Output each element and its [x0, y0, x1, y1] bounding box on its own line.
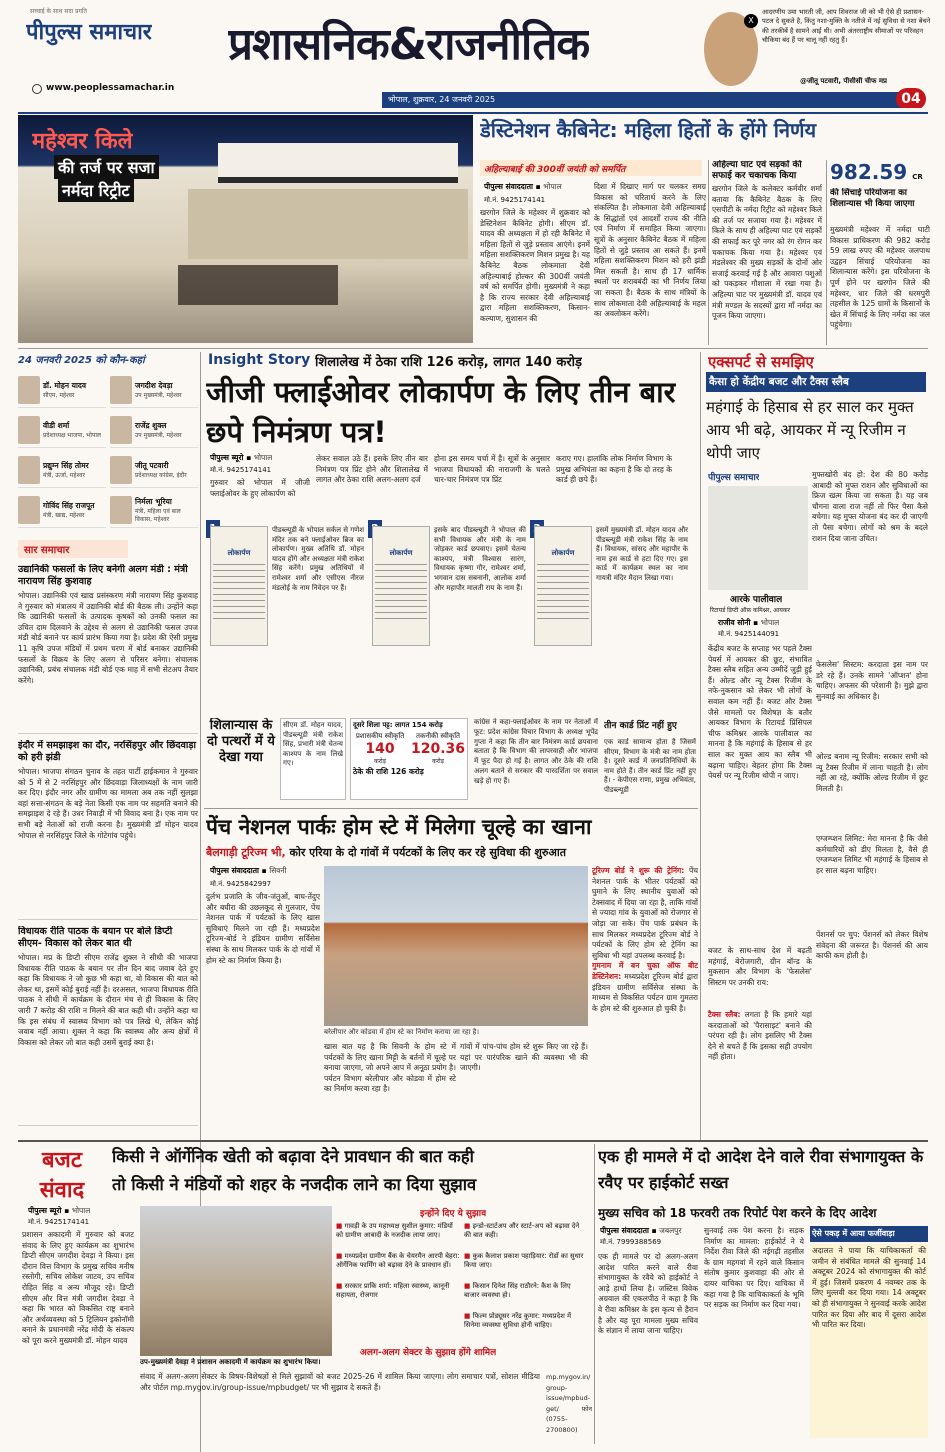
parks-side: टूरिज्म बोर्ड ने शुरू की ट्रेनिंग: पेंच नेशनल पार्क के भीतर पर्यटकों को घुमाने के लिए स्थानीय युवाओं को टेक्सवाद में दिया जा रहा है, ताकि गांवों से ज्यादा गांव के युवाओं को रोजगार से जोड़ा जा सके। पेंच पार्क प्रबंधन के साथ मिलकर मध्यप्रदेश टूरिज्म बोर्ड ने पर्यटकों के लिए होम स्टे ट्रेनिंग का सुविधा भी यहां उपलब्ध करवाई है। गुमनाम में बन चुका ऑफ बीट डेस्टिनेशन: मध्यप्रदेश टूरिज्म बोर्ड द्वारा इंडियन ग्रामीण सर्विसेज संस्था के माध्यम से विकसित पर्यटन ग्राम गुमतरा के होम स्टे की शुरुआत हो चुकी है। — [592, 866, 698, 1013]
saar-head: इंदौर में समझाइश का दौर, नरसिंहपुर और छिंदवाड़ा को हरी झंडी — [18, 740, 196, 763]
cabinet-amount-head: की सिंचाई परियोजना का शिलान्यास भी किया जाएगा — [830, 188, 915, 209]
person-name: राजेंद्र शुक्ल — [135, 420, 167, 430]
person-avatar — [110, 496, 132, 524]
today-person — [18, 452, 106, 488]
card-text: पीडब्ल्यूडी के भोपाल सर्कल से गणेश मंदिर तक बने फ्लाईओवर ब्रिज का लोकार्पण। मुख्य अतिथि डॉ. मोहन यादव होंगे और अध्यक्षता मंत्री राकेश सिंह करेंगे। प्रमुख अतिथियों में रामेश्वर शर्मा और एसीएस नीरज मंडलोई के नाम निवेदन पर हैं। — [272, 526, 364, 592]
photo-title-2: की तर्ज पर सजा — [54, 155, 159, 179]
photo-title-3: नर्मदा रिट्रीट — [58, 178, 134, 202]
fort-photo — [18, 115, 473, 343]
today-person — [110, 412, 198, 448]
congress-text: कांग्रेस ने कहा-फ्लाईओवर के नाम पर नेताओं में फूट: प्रदेश कांग्रेस विचार विभाग के अध्यक्ष भूपेंद्र गुप्ता ने कहा कि तीन बार निमंत्रण कार्ड छपवाना बताता है कि विभाग की लापरवाही और भाजपा में फूट पैदा हो गई है। लागत और ठेके की राशि अलग बताने से सरकार की पारदर्शिता पर सवाल खड़े हो गए हैं। — [474, 718, 598, 785]
budget-web[interactable]: mp.mygov.in/ group-issue/mpbud-get/ फ़ोन (0755-2700800) — [546, 1373, 592, 1434]
budget-bottom-head: अलग-अलग सेक्टर के सुझाव होंगे शामिल — [360, 1348, 497, 1358]
card-image — [210, 526, 268, 646]
homestay-photo — [324, 866, 588, 1026]
expert-exempt: एग्जम्प्शन लिमिट: मेरा मानना है कि जैसे कर्मचारियों को डीए मिलता है, वैसे ही एग्जम्प्शन लिमिट भी महंगाई के हिसाब से हर साल बढ़ना चाहिए। — [816, 834, 928, 875]
insight-mobile: मो.नं. 9425174141 — [210, 466, 272, 474]
today-person — [18, 372, 106, 408]
saar-head: उद्यानिकी फसलों के लिए बनेगी अलग मंडी : मंत्री नारायण सिंह कुशवाह — [18, 564, 188, 587]
masthead — [0, 0, 945, 108]
insight-col-2: लेकर सवाल उठे हैं। इसके लिए तीन बार निमंत्रण पत्र प्रिंट होने और शिलालेख में लागत और ठेका राशि अलग-अलग दर्ज — [316, 454, 428, 485]
insight-col-1: गुरुवार को भोपाल में जीजी फ्लाईओवर के हुए लोकार्पण को — [210, 478, 310, 498]
building-roof — [218, 143, 458, 183]
rewa-mobile: मो.नं. 7999388569 — [600, 1238, 662, 1246]
person-name: वीडी शर्मा — [43, 420, 70, 430]
cabinet-amount: 982.59 CR — [830, 160, 923, 184]
saar-text: भोपाल। मप्र के डिप्टी सीएम राजेंद्र शुक्ल ने सीधी की भाजपा विधायक रीति पाठक के बयान पर तीन दिन बाद जवाब देते हुए कहा कि विधायक ने जो कुछ भी कहा था, वो विकास की बात को लेकर था, इसमें कोई बुराई नहीं है। दरअसल, भाजपा विधायक रीति पाठक ने सीधी में कार्यक्रम के दौरान मंच से ही विकास के लिए जारी 7 करोड़ की राशि न मिलने की बात कही थी। उन्होंने कहा था कि इस संबंध में स्वास्थ्य विभाग को पत्र लिखे थे, लेकिन कोई जवाब नहीं आया। शुक्ल ने कहा कि स्वास्थ्य और अन्य क्षेत्रों में विकास को लेकर जो बात कही उसमें बुराई क्या है। — [18, 953, 198, 1047]
suggestion-item: ■ फिल्म प्रोड्यूसर नरेंद्र कुमार: मध्यप्रदेश में सिनेमा व्यवस्था सुविधा होनी चाहिए। — [464, 1312, 572, 1329]
expert-mobile: मो.नं. 9425144091 — [718, 630, 780, 638]
expert-right-text: मुफ्तखोरी बंद हो: देश की 80 करोड़ आबादी को मुफ्त राशन और सुविधाओं का फ्रिज खत्म किया जा सकता है। यह जब चौगना वाला राज नहीं तो फिर पैसा कैसे बचेगा। यह मुफ्त योजना बंद कर दी जाएगी तो पैसा बचेगा। लोगों को श्रम के बदले राशन दिया जाना उचित। — [812, 470, 928, 543]
saar-item — [18, 564, 198, 734]
person-avatar — [110, 376, 132, 404]
shila-title-box: शिलान्यास के दो पत्थरों में ये देखा गया — [207, 718, 275, 765]
suggestion-item: ■ किसान दिनेश सिंह राठौरने: कैश के लिए बाजार व्यवस्था हो। — [464, 1282, 571, 1299]
masthead-tagline: सच्चाई के साथ सदा प्रगति — [30, 8, 87, 15]
photo-title-1: महेश्वर किले — [32, 129, 133, 154]
expert-name: आरके पालीवाल — [730, 595, 783, 605]
person-name: डॉ. मोहन यादव — [43, 380, 87, 390]
tweet-text: आदरणीय उमा भारती जी, आप शिवराज जी को भी ऐसे ही प्रशासन-पटल दे सुकते है, किंतु नशा-मुक्ति के नतीजे में नई सुविधा से नशा बेचने की तरकीबें है सामने आईं थी। अभी अंतरराष्ट्रीय सीमाओं पर परिवहन चौकिया बंद हैं पर चालू नहीं रहतु हैं। — [762, 8, 931, 45]
person-name: निर्मला भूरिया — [135, 496, 172, 506]
invitation-card — [206, 520, 366, 714]
today-person — [110, 492, 198, 528]
shila-2: दूसरे शिला पट्ट: लागत 154 करोड़ प्रशासकीय स्वीकृति 140 करोड़ तकनीकी स्वीकृति 120.36 करोड़ ठेके की राशि 126 करोड़ — [350, 718, 468, 800]
expert-question: कैसा हो केंद्रीय बजट और टैक्स स्लैब — [706, 372, 926, 392]
parks-col1: दुर्लभ प्रजाति के जीव-जंतुओं, बाघ-तेंदुए और बघीरा की उछलकूद से गुलजार, पेंच नेशनल पार्क में पर्यटकों के लिए खास सुविधाएं मिलने जा रही हैं। मध्यप्रदेश टूरिज्म-बोर्ड ने इंडियन ग्रामीण सर्विसेस संस्था के साथ मिलकर पार्क के दो गांवों में होम स्टे का निर्माण किया है। — [206, 892, 320, 965]
saar-item — [18, 926, 198, 1126]
budget-bottom-text: संवाद में अलग-अलग सेक्टर के विषय-विशेषज्ञों से मिले सुझावों को बजट 2025-26 में शामिल किया जाएगा। लोग समाचार पत्रों, सोशल मीडिया और पोर्टल mp.mygov.in/group-issue/mpbudget/ पर भी सुझाव दे सकते हैं। — [140, 1372, 540, 1392]
cabinet-amount-text: मुख्यमंत्री महेश्वर में नर्मदा घाटी विकास प्राधिकरण की 982 करोड़ 59 लाख रुपए की महेश्वर जलपाथ उद्वहन सिंचाई परियोजना का शिलान्यास करेंगे। इस परियोजना के पूर्ण होने पर खरगोन जिले की महेश्वर, धार जिले की धरमपुरी तहसील के 125 ग्रामों के किसानों के खेत में सिंचाई के लिए नर्मदा का जल पहुंचेगा। — [830, 225, 930, 330]
card-image — [372, 526, 430, 646]
insight-col-3: होना इस समय चर्चा में है। सूत्रों के अनुसार भाजपा विधायकों की नाराजगी के चलते चार-चार निमंत्रण पत्र प्रिंट — [434, 454, 550, 485]
budget-mobile: मो.नं. 9425174141 — [28, 1218, 90, 1226]
suggestion-item: ■ सरकार प्राकि शर्मा: महिला स्वास्थ्य, कानूनी सहायता, रोजगार — [336, 1282, 450, 1299]
suggestion-text: मध्यप्रदेश ग्रामीण बैंक के चेयरमैन आरपी बेहरा: ऑर्गेनिक फार्मिंग को बढ़ावा देने के प्रावधान हों। — [336, 1252, 460, 1269]
rewa-col1: एक ही मामले पर दो अलग-अलग आदेश पारित करने वाले रीवा संभागायुक्त के रवैये को हाईकोर्ट ने आड़े हाथों लिया है। जस्टिस विवेक अग्रवाल की एकलपीठ ने कहा है कि वे रीवा कमिश्नर के इस कृत्य से हैरान है और यह पूरा मामला मुख्य सचिव के संज्ञान में लाया जाना चाहिए। — [598, 1252, 698, 1336]
page-number: 04 — [896, 88, 926, 108]
today-title: 24 जनवरी 2025 को कौन-कहां — [18, 355, 145, 366]
person-place: सीएम, महेश्वर — [43, 391, 75, 399]
expert-brand: पीपुल्स समाचार — [708, 473, 760, 483]
parks-mobile: मो.नं. 9425842997 — [210, 880, 272, 888]
today-box — [18, 352, 198, 532]
person-place: उप मुख्यमंत्री, महेश्वर — [135, 431, 182, 439]
dateline: भोपाल, शुक्रवार, 24 जनवरी 2025 — [388, 95, 496, 104]
suggestion-text: सरकार प्राकि शर्मा: महिला स्वास्थ्य, कानूनी सहायता, रोजगार — [336, 1282, 450, 1299]
card-title: लोकार्पण — [389, 549, 413, 557]
rewa-side-head: ऐसे पकड़ में आया फर्जीवाड़ा — [810, 1226, 928, 1242]
cabinet-side-head: अहिल्या घाट एवं सड़कों की सफाई कर चकाचक किया — [712, 160, 802, 181]
person-avatar — [110, 456, 132, 484]
suggestion-text: गावड़ी के उप महाध्यक्ष सुशील कुमार: मंडियों को ग्रामीण आबादी के नजदीक लाया जाए। — [336, 1222, 453, 1239]
expert-deck: महंगाई के हिसाब से हर साल कर मुक्त आय भी बढ़े, आयकर में न्यू रिजीम न थोपी जाए — [706, 398, 914, 462]
budget-byline: पीपुल्स ब्यूरो ▪ भोपाल — [28, 1206, 91, 1215]
building-wall — [188, 189, 468, 259]
today-person — [18, 412, 106, 448]
parks-kicker: बैलगाड़ी टूरिज्म भी, कोर एरिया के दो गांवों में पर्यटकों के लिए कर रहे सुविधा की शुरुआत — [206, 846, 566, 859]
insight-kicker: शिलालेख में ठेका राशि 126 करोड़, लागत 140 करोड़ — [315, 355, 582, 370]
rewa-byline: पीपुल्स संवाददाता ▪ जबलपुर — [600, 1226, 682, 1235]
person-avatar — [18, 416, 40, 444]
suggestion-item: ■ मध्यप्रदेश ग्रामीण बैंक के चेयरमैन आरपी बेहरा: ऑर्गेनिक फार्मिंग को बढ़ावा देने के प्रावधान हों। — [336, 1252, 460, 1269]
saar-title: सार समाचार — [18, 540, 128, 558]
person-avatar — [18, 376, 40, 404]
card-title: लोकार्पण — [551, 549, 575, 557]
three-cards-text: एक कार्ड सामान्य होता है जिसमें सीएम, विभाग के मंत्री का नाम होता है। दूसरे कार्ड में जनप्रतिनिधियों के नाम होते हैं। तीन कार्ड प्रिंट नहीं हुए हैं। - केपीएस राणा, प्रमुख अभियंता, पीडब्ल्यूडी — [604, 738, 696, 794]
card-text: इसके बाद पीडब्ल्यूडी ने भोपाल की सभी विधायक और मंत्री के नाम जोड़कर कार्ड छपवाए। इसमें चेतन्य काश्यप, मंत्री विश्वास सारंग, विधायक कृष्णा गौर, रामेश्वर शर्मा, भगवान दास सबनानी, आलोक शर्मा और महापौर मालती राय के नाम हैं। — [434, 526, 526, 592]
brand-logo: पीपुल्स समाचार — [26, 20, 152, 45]
today-grid — [18, 372, 198, 528]
person-avatar — [18, 456, 40, 484]
parks-col3: गांवों में पांच-पांच होम स्टे शुरू किए जा रहे हैं। यहां पर पारंपरिक खाने की व्यवस्था भी की जाएगी। — [460, 1042, 588, 1073]
globe-icon — [32, 84, 42, 94]
person-name: जीतू पटवारी — [135, 460, 169, 470]
insight-byline: पीपुल्स ब्यूरो ▪ भोपाल — [210, 453, 273, 462]
parks-headline: पेंच नेशनल पार्कः होम स्टे में मिलेगा चूल्हे का खाना — [206, 815, 592, 839]
today-person — [110, 372, 198, 408]
insight-label: Insight Story — [208, 352, 311, 368]
photo-people — [178, 265, 338, 305]
person-avatar — [110, 416, 132, 444]
suggestion-item: ■ कुक कैलाश प्रकाश पहाड़ियार: रोडों का सुधार किया जाए। — [464, 1252, 584, 1269]
rewa-col2: सुनवाई तक पेश करना है। सड़क निर्माण का मामला: हाईकोर्ट ने ये निर्देश रीवा जिले की नईगढ़ी तहसील के ग्राम महगवां में रहने वाले किसान संतोष कुमार कुशवाहा की ओर से दायर याचिका पर दिए। याचिका में कहा गया है कि याचिकाकर्ता के भूमि पर सड़क का निर्माण कर दिया गया। — [704, 1226, 804, 1310]
x-icon: X — [744, 14, 758, 28]
suggestion-text: कुक कैलाश प्रकाश पहाड़ियार: रोडों का सुधार किया जाए। — [464, 1252, 584, 1269]
three-cards-head: तीन कार्ड प्रिंट नहीं हुए — [604, 721, 677, 731]
rewa-deck: मुख्य सचिव को 18 फरवरी तक रिपोर्ट पेश करने के दिए आदेश — [598, 1206, 877, 1220]
suggestion-item: ■ इन्डो-स्टार्टअप और स्टार्ट-अप को बढ़ावा देने की बात कही। — [464, 1222, 580, 1239]
saar-box — [18, 540, 198, 1130]
dateline-bar — [382, 92, 904, 108]
suggestion-text: इन्डो-स्टार्टअप और स्टार्ट-अप को बढ़ावा देने की बात कही। — [464, 1222, 580, 1239]
shila-1: सीएम डॉ. मोहन यादव, पीडब्ल्यूडी मंत्री राकेश सिंह, प्रभारी मंत्री चेतन्य काश्यप के नाम लिखे गए। — [280, 718, 346, 800]
expert-tax: टैक्स स्लैब: लगता है कि हमारे यहां करदाताओं को 'पैरासाइट' बनाने की परंपरा रही है। लोग इसलिए भी टैक्स देने से बचते हैं कि इसका सही उपयोग नहीं होता। — [708, 1010, 812, 1062]
insight-headline: जीजी फ्लाईओवर लोकार्पण के लिए तीन बार छपे निमंत्रण पत्र! — [206, 375, 676, 449]
suggestion-item: ■ गावड़ी के उप महाध्यक्ष सुशील कुमार: मंडियों को ग्रामीण आबादी के नजदीक लाया जाए। — [336, 1222, 453, 1239]
tweet-author: @जीतू पटवारी, पीसीसी चीफ मप्र — [800, 77, 887, 85]
budget-photo-caption: उप-मुख्यमंत्री देवड़ा ने प्रशासन अकादमी में कार्यक्रम का शुभारंभ किया। — [140, 1358, 321, 1366]
sugg-title: इन्होंने दिए ये सुझाव — [420, 1209, 487, 1219]
budget-photo — [140, 1206, 332, 1356]
saar-item — [18, 740, 198, 920]
card-image — [534, 526, 592, 646]
person-avatar — [18, 496, 40, 524]
card-lines — [537, 564, 589, 624]
card-lines — [375, 564, 427, 624]
card-lines — [213, 564, 265, 624]
suggestion-text: फिल्म प्रोड्यूसर नरेंद्र कुमार: मध्यप्रदेश में सिनेमा व्यवस्था सुविधा होनी चाहिए। — [464, 1312, 572, 1329]
expert-photo — [708, 486, 808, 590]
expert-role: रिटायर्ड डिप्टी ऑफ़ कमिश्नर, आयकर — [710, 607, 790, 614]
parks-col2: खास बात यह है कि सिवनी के होम स्टे में पर्यटकों के लिए खाना मिट्टी के बर्तनों में चूल्हे पर बनाया जाएगा, जो अपने आप में अनूठा प्रयोग है। पर्यटन विभाग बरेलीपार और कोडवा में होम स्टे का निर्माण करवा रहा है। — [324, 1042, 456, 1094]
rewa-headline: एक ही मामले में दो आदेश देने वाले रीवा संभागायुक्त के रवैए पर हाईकोर्ट सख्त — [598, 1147, 924, 1192]
cabinet-col1: खरगोन जिले के महेश्वर में शुक्रवार को डेस्टिनेशन कैबिनेट होगी। सीएम डॉ. यादव की अध्यक्षता में हो रही कैबिनेट में महिला हितों से जुड़े प्रस्ताव आएंगे। इनमें महिला सशक्तिकरण मिशन प्रमुख है। यह कैबिनेट बैठक लोकमाता देवी अहिल्याबाई होल्कर की 300वीं जयंती वर्ष को समर्पित होगी। मुख्यमंत्री ने कहा है कि राज्य सरकार देवी अहिल्याबाई द्वारा महिला सशक्तिकरण, किसान-कल्याण, सुशासन की — [480, 208, 590, 323]
saar-items — [18, 564, 198, 1126]
expert-main-text-2: बजट के साथ-साथ देश में बढ़ती महंगाई, बेरोजगारी, ग्रीन बॉन्ड के मुकसान और विभाग के 'फेसलेस' सिस्टम पर उनकी राय: — [708, 946, 812, 987]
expert-byline: राजीव सोनी ▪ भोपाल — [718, 618, 780, 627]
expert-faceless: फेसलेस' सिस्टम: करदाता इस नाम पर डरे रहे हैं। उनके सामने 'ऑप्शन' होना चाहिए। अफसर की परेशानी है। मुझे द्वारा सुनवाई का अधिकार है। — [816, 660, 928, 701]
person-place: मंत्री, ऊर्जा, महेश्वर — [43, 471, 85, 479]
saar-text: भोपाल। उद्यानिकी एवं खाद्य प्रसंस्करण मंत्री नारायण सिंह कुशवाह ने गुरुवार को मंत्रालय में उद्यानिकी बोर्ड की बैठक ली। उन्होंने कहा कि उद्यानिकी फसलों के उत्पादक कृषकों को उनकी फसल का उचित दाम दिलवाने के उद्देश्य से अलग से उद्यानिकी फसल उपज मंडी बोर्ड बनाने पर कार्य प्रारंभ किया गया है। प्रदेश की ऐसी प्रमुख 11 कृषि उपज मंडियों में प्रथम चरण में बोर्ड बनाकर उद्यानिकी फसलों के विक्रय के लिए अलग से परिसर बनेगा। संचालक उद्यानिकी, प्रबंध संचालक मंडी बोर्ड एक माह में सभी सेटअप तैयार करेंगे। — [18, 591, 198, 685]
cabinet-col2: दिशा में दिखाए मार्ग पर चलकर समग्र विकास को चरितार्थ करने के लिए संकल्पित है। लोकमाता देवी अहिल्याबाई के सिद्धांतों एवं आदर्शों राज्य की नीति एवं निर्माण में समाहित किया जाएगा। सूत्रों के अनुसार कैबिनेट बैठक में महिला हितों से जुड़े प्रस्ताव आ सकते हैं। इनमें महिला सशक्तिकरण मिशन को हरी झंडी मिल सकती है। साथ ही 17 धार्मिक स्थलों पर शराबबंदी का भी निर्णय लिया जा सकता है। बैठक के साथ मंत्रियों के साथ लोकमाता देवी अहिल्याबाई के महल का अवलोकन करेंगे। — [594, 182, 706, 319]
person-name: जगदीश देवड़ा — [135, 380, 173, 390]
budget-headline-2: तो किसी ने मंडियों को शहर के नजदीक लाने का दिया सुझाव — [112, 1175, 477, 1194]
parks-byline: पीपुल्स संवाददाता ▪ सिवनी — [210, 866, 287, 875]
rewa-side-text: अदालत ने पाया कि याचिकाकर्ता की जमीन से संबंधित मामले की सुनवाई 14 अक्टूबर 2024 को संभागायुक्त की कोर्ट में हुई। जिसमें प्रकरण 4 नवम्बर तक के लिए मुल्तवी कर दिया गया। 14 अक्टूबर को ही संभागायुक्त ने सुनवाई करके आदेश पारित कर दिया और बाद में दूसरा आदेश भी पारित कर दिया। — [810, 1244, 928, 1438]
cabinet-side-text: खरगोन जिले के कलेक्टर कर्मवीर शर्मा बताया कि कैबिनेट बैठक के लिए एसपीटी के नर्मदा रिट्रीट को महेश्वर किले की तर्ज पर सजाया गया है। महेश्वर में किले के साथ ही अहिल्या घाट एवं सड़कों की सफाई कर पूरे नगर को रंग रोगन कर चकाचक किया गया है। महेश्वर एवं मंडलेश्वर की मुख्य सड़कों के दोनों ओर सजाई करवाई गई है और आवारा पशुओं को पकड़कर गौशाला में रखा गया है। अहिल्या घाट पर मुख्यमंत्री डॉ. यादव एवं मंत्री मण्डल के सदस्यों द्वारा माँ नर्मदा का पूजन किया जाएगा। — [712, 184, 822, 321]
today-person — [18, 492, 106, 528]
expert-banner: एक्सपर्ट से समझिए — [708, 353, 814, 371]
saar-text: भोपाल। भाजपा संगठन चुनाव के तहत पार्टी हाईकमान ने गुरुवार को 5 में से 2 नरसिंहपुर और छिंदवाड़ा जिलाध्यक्षों के नाम जारी कर दिए। इंदौर नगर और ग्रामीण का मामला अब तक नहीं सुलझा वहां सत्ता-संगठन के बड़े नेता किसी एक नाम पर सहमति बनाने की समझाइश दे रहे हैं। उधर निवाड़ी में भी विवाद बना है। एक नाम पर सभी बड़े नेताओं को राजी करना है। मुख्यमंत्री डॉ मोहन यादव भोपाल से नरसिंहपुर जिले के गोटेगांव पहुंचे। — [18, 767, 198, 840]
expert-main-text: केंद्रीय बजट के सप्ताह भर पहले टैक्स पेयर्स में आयकर की छूट, संभावित टैक्स स्लैब सहित अन्य उम्मीदें जुड़ी हुई हैं। ओल्ड और न्यू टैक्स रिजीम के नफे-नुकसान को लेकर भी लोगों के सवाल कम नहीं हैं। बजट और टैक्स जैसे मामलों पर विशेषज्ञ के बतौर आयकर विभाग के रिटायर्ड प्रिंसिपल चीफ कमिश्नर आरके पालीवाल का मानना है कि महंगाई के हिसाब से हर साल कर मुक्त आय का स्लैब भी बढ़ाना चाहिए। बेहतर होगा कि टैक्स पेयर्स पर न्यू रिजीम थोपी न जाए। — [708, 644, 812, 781]
cabinet-byline: पीपुल्स संवाददाता ▪ भोपाल — [484, 182, 562, 191]
budget-intro: प्रशासन अकादमी में गुरुवार को बजट संवाद के लिए हुए कार्यक्रम का शुभारंभ डिप्टी सीएम जगदीश देवड़ा ने किया। इस दौरान वित्त विभाग के प्रमुख सचिव मनीष रस्तोगी, सचिव लोकेश जाटव, उप सचिव रोहित सिंह व अन्य मौजूद रहे। डिप्टी सीएम और वित्त मंत्री जगदीश देवड़ा ने कहा कि भारत को विकसित राष्ट्र बनाने और अर्थव्यवस्था को 5 ट्रिलियन इकोनॉमी बनाने के प्रधानमंत्री नरेंद्र मोदी के संकल्प को पूरा करने मुख्यमंत्री डॉ. मोहन यादव — [22, 1230, 134, 1345]
today-person — [110, 452, 198, 488]
person-place: उप मुख्यमंत्री, महेश्वर — [135, 391, 182, 399]
website[interactable]: www.peoplessamachar.in — [46, 83, 175, 93]
expert-oldnew: ओल्ड बनाम न्यू रिजीम: सरकार सभी को न्यू टैक्स रिजीम में लाना चाहती है। लोग नहीं आ रहे, क्योंकि ओल्ड रिजीम में छूट मिलती है। — [816, 752, 928, 793]
insight-col-4: कराए गए। हालांकि लोक निर्माण विभाग के प्रमुख अभियंता का कहना है कि दो तरह के कार्ड ही छपे हैं। — [556, 454, 672, 485]
invitation-card — [530, 520, 690, 714]
person-place: मंत्री, खाद्य, महेश्वर — [43, 511, 85, 519]
expert-pension: पेंशनर्स पर चुप: पेंशनर्स को लेकर विशेष संवेदना की जरूरत है। पेंशनर्स की आय काफी कम होती है। — [816, 930, 928, 961]
person-name: गोविंद सिंह राजपूत — [43, 500, 95, 510]
person-place: प्रदेशाध्यक्ष कांग्रेस, इंदौर — [135, 471, 187, 479]
sugg-list — [336, 1222, 590, 1340]
cabinet-kicker: अहिल्याबाई की 300वीं जयंती को समर्पित — [480, 160, 702, 176]
saar-head: विधायक रीति पाठक के बयान पर बोले डिप्टी सीएम- विकास को लेकर बात थी — [18, 926, 173, 949]
cabinet-headline: डेस्टिनेशन कैबिनेट: महिला हितों के होंगे निर्णय — [480, 118, 817, 142]
person-name: प्रद्युम्न सिंह तोमर — [43, 460, 89, 470]
budget-label: बजट संवाद — [39, 1148, 85, 1203]
person-place: प्रदेशाध्यक्ष भाजपा, भोपाल — [43, 431, 101, 439]
invitation-card — [368, 520, 528, 714]
suggestion-text: किसान दिनेश सिंह राठौरने: कैश के लिए बाजार व्यवस्था हो। — [464, 1282, 571, 1299]
card-text: इसमें मुख्यमंत्री डॉ. मोहन यादव और पीडब्ल्यूडी मंत्री राकेश सिंह के नाम हैं। विधायक, सांसद और महापौर के नाम इस कार्ड से हटा दिए गए। इस कार्ड में कार्यक्रम स्थल का नाम गायत्री मंदिर मैदान लिखा गया। — [596, 526, 688, 582]
cabinet-mobile: मो.नं. 9425174141 — [484, 196, 546, 204]
budget-headline-1: किसी ने ऑर्गेनिक खेती को बढ़ावा देने प्रावधान की बात कही — [112, 1147, 474, 1166]
homestay-caption: बरेलीपार और कोडवा में होम स्टे का निर्माण कराया जा रहा है। — [324, 1028, 480, 1036]
person-place: मंत्री, महिला एवं बाल विकास, महेश्वर — [135, 507, 181, 523]
section-title: प्रशासनिक&राजनीतिक — [228, 19, 590, 70]
card-title: लोकार्पण — [227, 549, 251, 557]
